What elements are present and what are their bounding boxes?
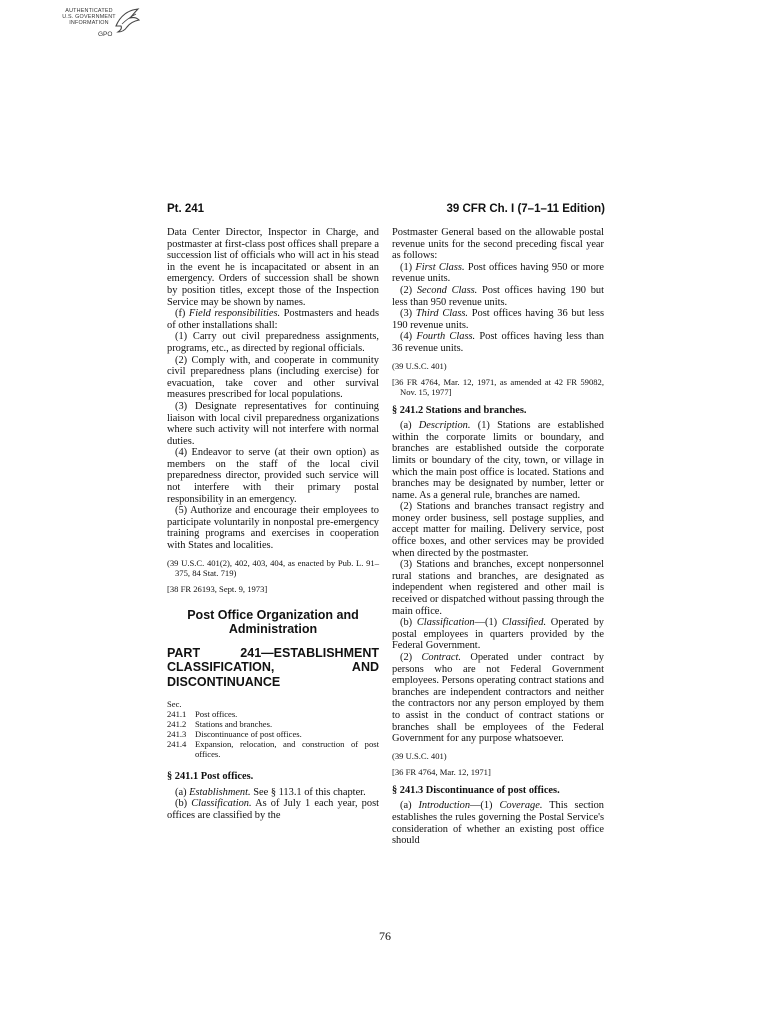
para-label: (2): [400, 652, 422, 663]
seal-gpo-text: GPO: [98, 31, 113, 38]
source-note: [38 FR 26193, Sept. 9, 1973]: [167, 583, 268, 594]
seal-line-2: U.S. GOVERNMENT: [62, 14, 116, 21]
paragraph: (2) Stations and branches transact registry and money order business, sell postage supplies, and accept matter for mailing. Delivery service, post office boxes, and other services may be provided when directed by the postmaster.: [392, 501, 604, 559]
authority-note: (39 U.S.C. 401): [392, 750, 447, 761]
toc-number: 241.1: [167, 709, 187, 720]
para-text: As of July 1 each year, post offices are classified by the: [167, 798, 379, 821]
para-label: (a): [400, 800, 419, 812]
para-label: (a): [400, 420, 419, 432]
para-label: (a): [175, 786, 190, 798]
toc-number: 241.3: [167, 729, 187, 740]
paragraph: Data Center Director, Inspector in Charge, and postmaster at first-class post offices shall prepare a succession list of officials who will act in his stead in the event he is incapacitated or absent in an emergency. Orders of succession shall be shown by position titles, except those of the Inspection Service may be shown by names.: [167, 227, 379, 308]
toc-number: 241.4: [167, 739, 187, 750]
table-of-contents: [167, 699, 379, 759]
para-heading: Classified.: [501, 617, 547, 629]
para-text: Postmasters and heads of other installations shall:: [167, 308, 379, 331]
para-text: Post offices having less than 36 revenue units.: [392, 331, 604, 354]
paragraph-description: [392, 420, 604, 501]
seal-line-3: INFORMATION: [69, 20, 109, 27]
running-head-part: Pt. 241: [167, 203, 205, 215]
para-label: (2): [400, 284, 417, 296]
source-note: [36 FR 4764, Mar. 12, 1971, as amended at 42 FR 59082, Nov. 15, 1977]: [392, 376, 604, 397]
left-column: [167, 227, 379, 822]
para-heading: Contract.: [421, 652, 462, 663]
para-heading: Establishment.: [189, 786, 251, 798]
paragraph: (2) Comply with, and cooperate in community civil preparedness plans (including exercise) for evacuation, take cover and other survival measures prescribed for local populations.: [167, 354, 379, 401]
para-heading: First Class.: [415, 261, 465, 273]
right-column: [392, 227, 604, 847]
para-heading: Description.: [418, 420, 471, 432]
para-heading: Fourth Class.: [416, 331, 476, 343]
toc-row: [167, 719, 379, 729]
subchapter-title: Post Office Organization and Administration: [187, 607, 359, 636]
authority-note: (39 U.S.C. 401): [392, 360, 447, 371]
para-text: This section establishes the rules governing the Postal Service's consideration of whether an existing post office should: [392, 800, 604, 847]
para-label: (4): [400, 331, 417, 343]
toc-row: [167, 729, 379, 739]
eagle-logo-icon: [112, 6, 142, 36]
paragraph-second-class: [392, 285, 604, 308]
paragraph-third-class: [392, 308, 604, 331]
section-heading-241-2: § 241.2 Stations and branches.: [392, 404, 527, 416]
para-heading: Classification.: [191, 798, 252, 810]
paragraph: (1) Carry out civil preparedness assignments, programs, etc., as directed by regional officials.: [167, 331, 379, 354]
para-text: (1) Stations are established within the corporate limits or boundary, and branches are established outside the corporate limits or boundary of the city, town, or village in which the main post office is located. Stations and branches may be designated by number, letter or name. As a general rule, branches are named.: [392, 420, 604, 501]
seal-line-1: AUTHENTICATED: [65, 8, 113, 14]
paragraph: (3) Designate representatives for continuing liaison with local civil preparedness organizations where such activity will not interfere with normal duties.: [167, 400, 379, 447]
para-text: Operated by postal employees in quarters provided by the Federal Government.: [392, 617, 605, 652]
toc-number: 241.2: [167, 719, 187, 730]
para-heading: Classification: [416, 617, 475, 629]
para-text: Post offices having 36 but less 190 revenue units.: [392, 308, 604, 331]
para-heading: Third Class.: [415, 308, 469, 320]
para-label: (1): [400, 261, 416, 273]
section-heading-241-3: § 241.3 Discontinuance of post offices.: [392, 784, 560, 796]
paragraph-introduction: [392, 800, 604, 846]
para-label: —(1): [474, 617, 502, 629]
paragraph-classification: [167, 798, 379, 821]
para-heading: Second Class.: [416, 284, 478, 296]
para-label: (3): [400, 308, 416, 320]
gpo-authentication-seal: [58, 6, 142, 42]
para-label: —(1): [470, 800, 500, 812]
paragraph-classified: [392, 617, 604, 652]
seal-text: [58, 8, 120, 27]
paragraph: (5) Authorize and encourage their employees to participate voluntarily in nonpostal pre-emergency training programs and exercises in cooperation with States and localities.: [167, 505, 379, 552]
toc-row: [167, 709, 379, 719]
toc-title: Discontinuance of post offices.: [195, 729, 302, 740]
section-heading-241-1: § 241.1 Post offices.: [167, 771, 254, 783]
paragraph: Postmaster General based on the allowable postal revenue units for the second preceding fiscal year as follows:: [392, 227, 604, 262]
para-text: See § 113.1 of this chapter.: [250, 786, 366, 798]
para-label: (f): [175, 308, 189, 320]
toc-title: Expansion, relocation, and construction of post offices.: [195, 739, 379, 760]
toc-row: [167, 739, 379, 759]
toc-title: Stations and branches.: [195, 719, 273, 730]
para-label: (b): [400, 617, 417, 629]
part-title: PART 241—ESTABLISHMENT CLASSIFICATION, AND DISCONTINUANCE: [167, 645, 379, 689]
para-label: (b): [175, 798, 192, 810]
authority-note: (39 U.S.C. 401(2), 402, 403, 404, as enacted by Pub. L. 91–375, 84 Stat. 719): [167, 557, 379, 578]
paragraph-first-class: [392, 262, 604, 285]
para-heading: Coverage.: [499, 800, 543, 812]
para-text: Operated under contract by persons who are not Federal Government employees. Persons operating contract stations and branches are independent contractors and neither the contractors nor any person employed by them to assist in the conduct of contract stations or branches shall be employees of the Federal Government for any purpose whatsoever.: [392, 652, 604, 745]
page-number: 76: [379, 929, 391, 943]
para-text: Post offices having 950 or more revenue units.: [392, 261, 604, 285]
paragraph-establishment: [167, 787, 379, 799]
para-heading: Introduction: [418, 800, 471, 812]
paragraph-fourth-class: [392, 331, 604, 354]
toc-title: Post offices.: [195, 709, 238, 720]
paragraph-field-responsibilities: [167, 308, 379, 331]
running-head-edition: 39 CFR Ch. I (7–1–11 Edition): [446, 203, 605, 215]
paragraph-contract: [392, 652, 604, 745]
paragraph: (4) Endeavor to serve (at their own option) as members on the staff of the local civil preparedness director, provided such service will not interfere with their primary postal responsibility in an emergency.: [167, 447, 379, 505]
para-heading: Field responsibilities.: [188, 308, 281, 320]
para-text: Post offices having 190 but less than 950 revenue units.: [392, 284, 604, 308]
source-note: [36 FR 4764, Mar. 12, 1971]: [392, 766, 491, 777]
toc-sec-label: Sec.: [167, 699, 182, 710]
paragraph: (3) Stations and branches, except nonpersonnel rural stations and branches, are designated as independent when registered and other mail is received or dispatched without passing through the main office.: [392, 559, 604, 617]
